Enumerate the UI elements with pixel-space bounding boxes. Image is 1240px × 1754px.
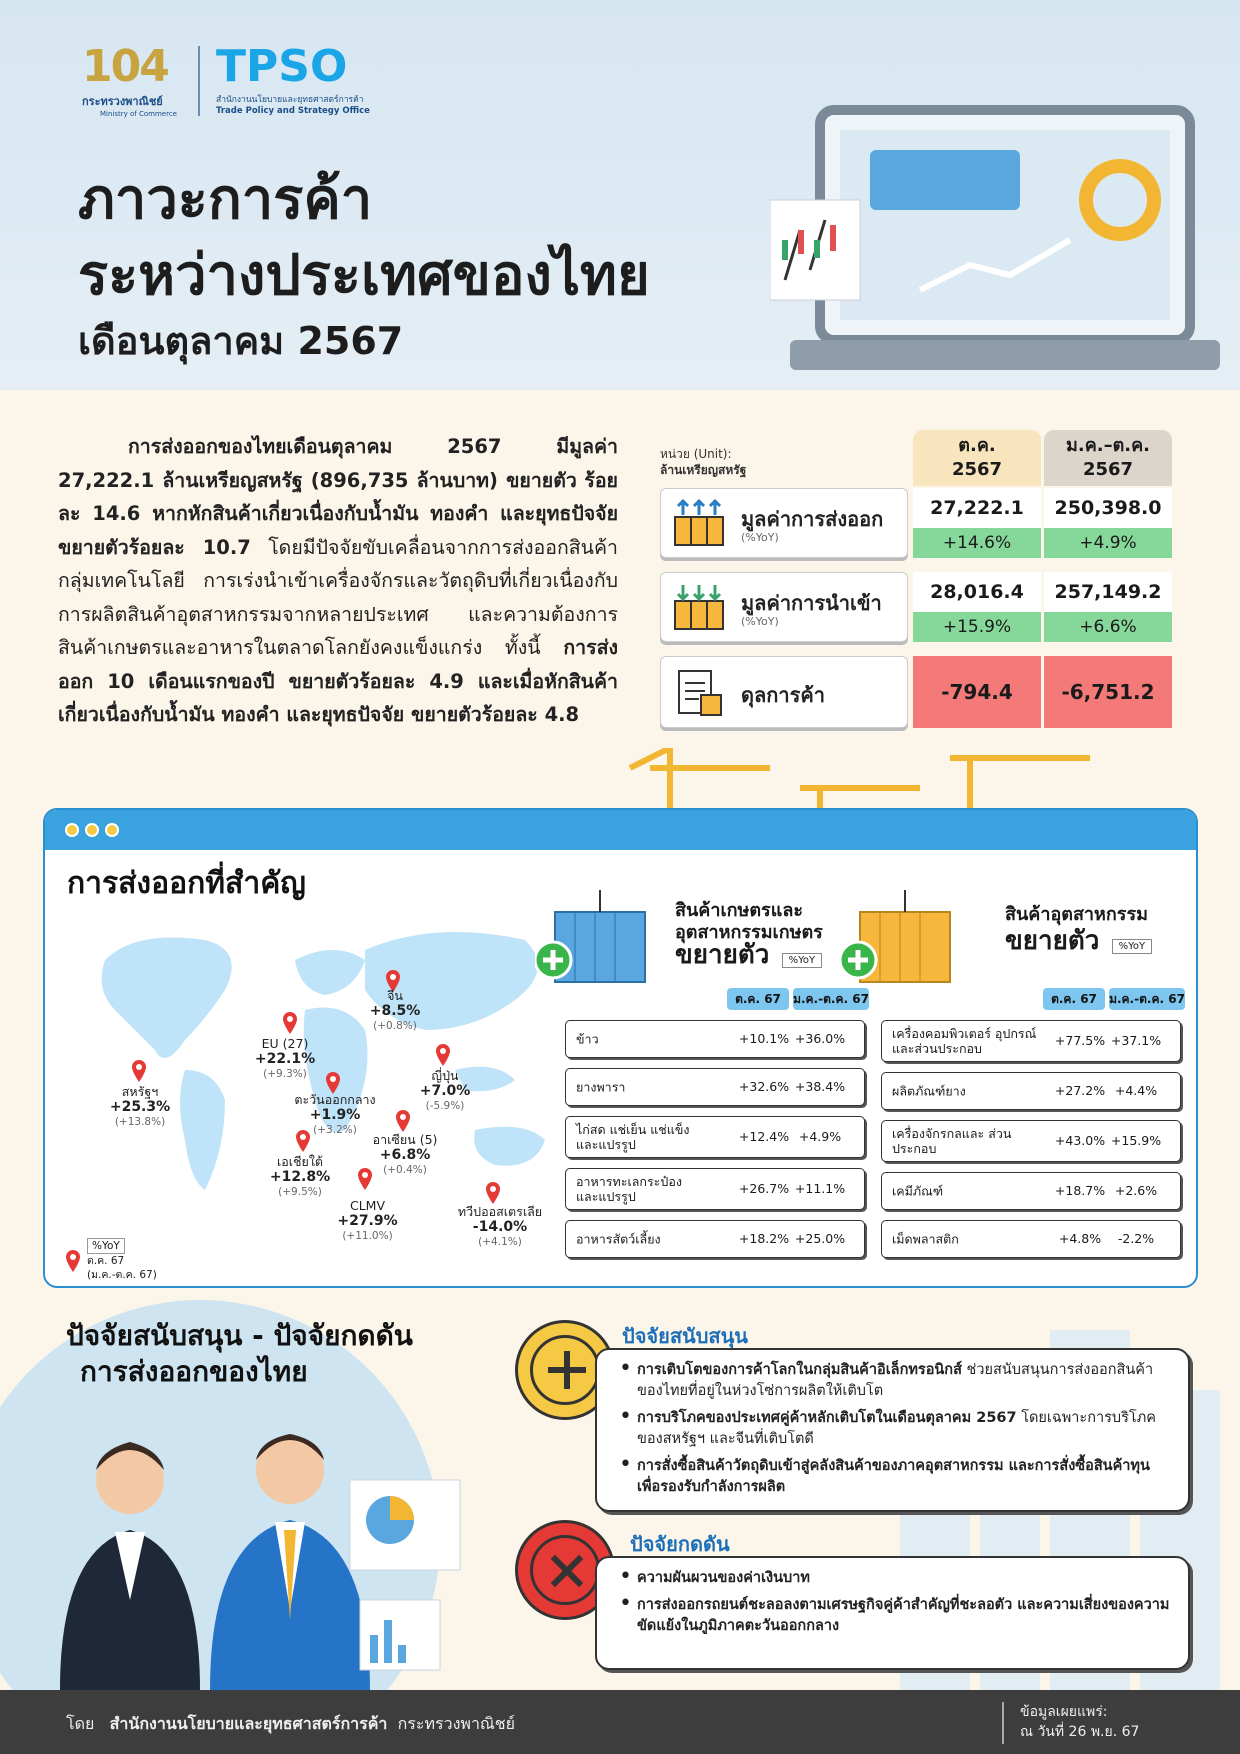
support-item: • การสั่งซื้อสินค้าวัตถุดิบเข้าสู่คลังสินค้าของภาคอุตสาหกรรม และการสั่งซื้อสินค้าทุนเพื่อรองรับกำลังการผลิต xyxy=(637,1456,1170,1498)
map-pin-icon xyxy=(357,1168,373,1190)
industrial-container-icon xyxy=(840,890,960,990)
balance-ytd-value: -6,751.2 xyxy=(1044,656,1172,728)
balance-oct-value: -794.4 xyxy=(913,656,1041,728)
pressure-title: ปัจจัยกดดัน xyxy=(630,1532,730,1556)
export-oct-value: 27,222.1 xyxy=(913,488,1041,528)
country-usa: สหรัฐฯ +25.3% (+13.8%) xyxy=(109,1084,171,1128)
industrial-heading: สินค้าอุตสาหกรรม ขยายตัว %YoY xyxy=(1005,902,1152,960)
import-ytd-value: 257,149.2 xyxy=(1044,572,1172,612)
agri-col-ytd: ม.ค.-ต.ค. 67 xyxy=(793,988,869,1010)
tpso-logo: TPSO สำนักงานนโยบายและยุทธศาสตร์การค้า Trade Policy and Strategy Office xyxy=(216,41,370,116)
business-people-illustration xyxy=(20,1420,490,1690)
window-dot xyxy=(65,823,79,837)
agri-item: ไก่สด แช่เย็น แช่แข็ง และแปรรูป +12.4% +4.9% xyxy=(565,1116,865,1158)
support-item: • การบริโภคของประเทศคู่ค้าหลักเติบโตในเดือนตุลาคม 2567 โดยเฉพาะการบริโภคของสหรัฐฯ และจีนที่เติบโตดี xyxy=(637,1408,1170,1450)
hero-banner xyxy=(0,0,1240,390)
import-ytd-growth: +6.6% xyxy=(1044,612,1172,642)
ind-col-ytd: ม.ค.-ต.ค. 67 xyxy=(1109,988,1185,1010)
map-pin-icon xyxy=(395,1110,411,1132)
country-middle-east: ตะวันออกกลาง +1.9% (+3.2%) xyxy=(294,1092,376,1136)
country-china: จีน +8.5% (+0.8%) xyxy=(369,988,421,1032)
export-ytd-value: 250,398.0 xyxy=(1044,488,1172,528)
map-pin-icon xyxy=(131,1060,147,1082)
agri-container-icon xyxy=(535,890,655,990)
export-ytd-growth: +4.9% xyxy=(1044,528,1172,558)
pressure-item: • การส่งออกรถยนต์ชะลอลงตามเศรษฐกิจคู่ค้าสำคัญที่ชะลอตัว และความเสี่ยงของความขัดแย้งในภูมิภาคตะวันออกกลาง xyxy=(637,1595,1170,1637)
export-row: มูลค่าการส่งออก (%YoY) xyxy=(660,488,908,558)
support-title: ปัจจัยสนับสนุน xyxy=(622,1324,748,1348)
unit-label: หน่วย (Unit): ล้านเหรียญสหรัฐ xyxy=(660,447,747,477)
laptop-illustration xyxy=(770,90,1240,390)
support-item: • การเติบโตของการค้าโลกในกลุ่มสินค้าอิเล็กทรอนิกส์ ช่วยสนับสนุนการส่งออกสินค้าของไทยที่อยู่ในห่วงโซ่การผลิตให้เติบโต xyxy=(637,1360,1170,1402)
country-clmv: CLMV +27.9% (+11.0%) xyxy=(337,1198,398,1242)
import-boxes-icon xyxy=(673,583,725,631)
map-pin-icon xyxy=(65,1250,81,1272)
support-factors-box xyxy=(595,1348,1190,1512)
industrial-item: เม็ดพลาสติก +4.8% -2.2% xyxy=(881,1220,1181,1258)
factors-title: ปัจจัยสนับสนุน - ปัจจัยกดดัน การส่งออกของไทย xyxy=(66,1319,413,1388)
panel-titlebar xyxy=(45,810,1196,850)
agri-col-oct: ต.ค. 67 xyxy=(727,988,789,1010)
map-pin-icon xyxy=(295,1130,311,1152)
export-boxes-icon xyxy=(673,499,725,547)
col-header-ytd: ม.ค.–ต.ค. 2567 xyxy=(1044,430,1172,486)
map-pin-icon xyxy=(485,1182,501,1204)
export-oct-growth: +14.6% xyxy=(913,528,1041,558)
ind-col-oct: ต.ค. 67 xyxy=(1043,988,1105,1010)
page-title: ภาวะการค้า ระหว่างประเทศของไทย xyxy=(78,167,650,308)
map-pin-icon xyxy=(435,1044,451,1066)
country-south-asia: เอเชียใต้ +12.8% (+9.5%) xyxy=(269,1154,331,1198)
page-subtitle: เดือนตุลาคม 2567 xyxy=(78,319,404,363)
window-dot xyxy=(85,823,99,837)
summary-paragraph: การส่งออกของไทยเดือนตุลาคม 2567 มีมูลค่า 27,222.1 ล้านเหรียญสหรัฐ (896,735 ล้านบาท) ขยายตัว ร้อยละ 14.6 หากหักสินค้าเกี่ยวเนื่องกับน้ำมัน ทองคำ และยุทธปัจจัย ขยายตัวร้อยละ 10.7 โดยมีปัจจัยขับเคลื่อนจากการส่งออกสินค้ากลุ่มเทคโนโลยี การเร่งนำเข้าเครื่องจักรและวัตถุดิบที่เกี่ยวเนื่องกับการผลิตสินค้าอุตสาหกรรมจากหลายประเทศ และความต้องการสินค้าเกษตรและอาหารในตลาดโลกยังคงแข็งแกร่ง ทั้งนี้ การส่งออก 10 เดือนแรกของปี ขยายตัวร้อยละ 4.9 และเมื่อหักสินค้าเกี่ยวเนื่องกับน้ำมัน ทองคำ และยุทธปัจจัย ขยายตัวร้อยละ 4.8 xyxy=(58,435,618,726)
agri-item: อาหารทะเลกระป๋อง และแปรรูป +26.7% +11.1% xyxy=(565,1168,865,1210)
country-japan: ญี่ปุ่น +7.0% (-5.9%) xyxy=(419,1068,471,1112)
industrial-item: เครื่องจักรกลและ ส่วนประกอบ +43.0% +15.9% xyxy=(881,1120,1181,1162)
agri-item: ข้าว +10.1% +36.0% xyxy=(565,1020,865,1058)
key-exports-panel xyxy=(43,808,1198,1288)
country-eu: EU (27) +22.1% (+9.3%) xyxy=(254,1036,316,1080)
exports-title: การส่งออกที่สำคัญ xyxy=(67,866,306,901)
agri-item: อาหารสัตว์เลี้ยง +18.2% +25.0% xyxy=(565,1220,865,1258)
agri-heading: สินค้าเกษตรและ อุตสาหกรรมเกษตร ขยายตัว %YoY xyxy=(675,900,823,970)
map-pin-icon xyxy=(282,1012,298,1034)
import-oct-value: 28,016.4 xyxy=(913,572,1041,612)
import-oct-growth: +15.9% xyxy=(913,612,1041,642)
map-pin-icon xyxy=(325,1072,341,1094)
pressure-item: • ความผันผวนของค่าเงินบาท xyxy=(637,1568,1170,1589)
agri-item: ยางพารา +32.6% +38.4% xyxy=(565,1068,865,1106)
col-header-oct: ต.ค. 2567 xyxy=(913,430,1041,486)
import-row: มูลค่าการนำเข้า (%YoY) xyxy=(660,572,908,642)
map-legend: %YoY ต.ค. 67 (ม.ค.-ต.ค. 67) xyxy=(87,1240,157,1281)
publish-info: ข้อมูลเผยแพร่: ณ วันที่ 26 พ.ย. 67 xyxy=(1020,1704,1140,1740)
window-dot xyxy=(105,823,119,837)
trade-balance-row: ดุลการค้า xyxy=(660,656,908,728)
document-icon xyxy=(675,667,723,719)
pressure-factors-box xyxy=(595,1556,1190,1670)
country-asean: อาเซียน (5) +6.8% (+0.4%) xyxy=(372,1132,438,1176)
country-australia: ทวีปออสเตรเลีย -14.0% (+4.1%) xyxy=(457,1204,543,1248)
footer: โดย สำนักงานนโยบายและยุทธศาสตร์การค้า กระทรวงพาณิชย์ ข้อมูลเผยแพร่: ณ วันที่ 26 พ.ย. 67 xyxy=(0,1690,1240,1754)
ministry-logo: 104 กระทรวงพาณิชย์ Ministry of Commerce xyxy=(82,41,177,118)
industrial-item: เคมีภัณฑ์ +18.7% +2.6% xyxy=(881,1172,1181,1210)
industrial-item: เครื่องคอมพิวเตอร์ อุปกรณ์และส่วนประกอบ +77.5% +37.1% xyxy=(881,1020,1181,1062)
industrial-item: ผลิตภัณฑ์ยาง +27.2% +4.4% xyxy=(881,1072,1181,1110)
